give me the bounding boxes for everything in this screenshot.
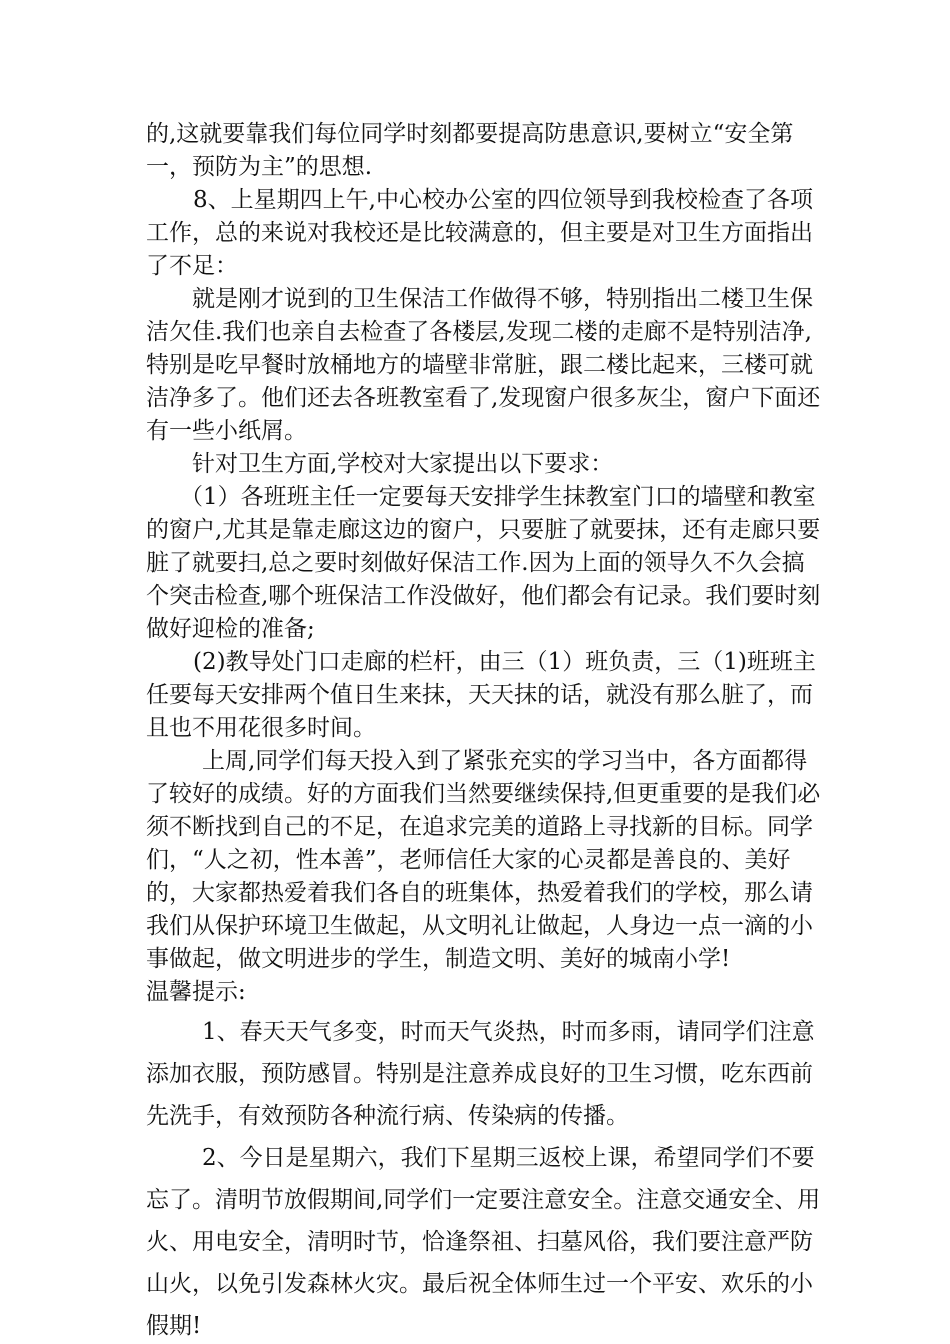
section-heading: 温馨提示: [146, 979, 246, 1005]
text-line: 特别是吃早餐时放桶地方的墙壁非常脏，跟二楼比起来，三楼可就 [146, 352, 813, 378]
text-line: 的,这就要靠我们每位同学时刻都要提高防患意识,要树立“安全第 [146, 121, 794, 147]
text-line: 火、用电安全，清明时节，恰逢祭祖、扫墓风俗，我们要注意严防 [146, 1229, 813, 1255]
text-line: 事做起，做文明进步的学生，制造文明、美好的城南小学! [146, 946, 731, 972]
text-line: 做好迎检的准备; [146, 616, 315, 642]
text-line: 2、今日是星期六，我们下星期三返校上课，希望同学们不要 [202, 1145, 815, 1171]
text-line: 一，预防为主”的思想. [146, 154, 373, 180]
text-line: 1、春天天气多变，时而天气炎热，时而多雨，请同学们注意 [202, 1019, 815, 1045]
text-line: (2)教导处门口走廊的栏杆，由三（1）班负责，三（1)班班主 [193, 649, 816, 675]
text-line: 脏了就要扫,总之要时刻做好保洁工作.因为上面的领导久不久会搞 [146, 550, 805, 576]
text-line: 先洗手，有效预防各种流行病、传染病的传播。 [146, 1103, 629, 1129]
text-line: 添加衣服，预防感冒。特别是注意养成良好的卫生习惯，吃东西前 [146, 1061, 813, 1087]
text-line: 忘了。清明节放假期间,同学们一定要注意安全。注意交通安全、用 [146, 1187, 821, 1213]
text-line: 的，大家都热爱着我们各自的班集体，热爱着我们的学校，那么请 [146, 880, 813, 906]
text-line: 就是刚才说到的卫生保洁工作做得不够，特别指出二楼卫生保 [192, 286, 813, 312]
text-line: 了较好的成绩。好的方面我们当然要继续保持,但更重要的是我们必 [146, 781, 821, 807]
text-line: 我们从保护环境卫生做起，从文明礼让做起，人身边一点一滴的小 [146, 913, 813, 939]
text-line: 洁净多了。他们还去各班教室看了,发现窗户很多灰尘，窗户下面还 [146, 385, 821, 411]
text-line: 洁欠佳.我们也亲自去检查了各楼层,发现二楼的走廊不是特别洁净, [146, 319, 812, 345]
text-line: 们，“人之初，性本善”，老师信任大家的心灵都是善良的、美好 [146, 847, 791, 873]
text-line: （1）各班班主任一定要每天安排学生抹教室门口的墙壁和教室 [180, 484, 816, 510]
text-line: 了不足： [146, 253, 238, 279]
text-line: 山火，以免引发森林火灾。最后祝全体师生过一个平安、欢乐的小 [146, 1271, 813, 1297]
text-line: 任要每天安排两个值日生来抹，天天抹的话，就没有那么脏了，而 [146, 682, 813, 708]
text-line: 工作，总的来说对我校还是比较满意的，但主要是对卫生方面指出 [146, 220, 813, 246]
text-line: 有一些小纸屑。 [146, 418, 307, 444]
text-line: 须不断找到自己的不足，在追求完美的道路上寻找新的目标。同学 [146, 814, 813, 840]
text-line: 假期! [146, 1313, 202, 1339]
text-line: 个突击检查,哪个班保洁工作没做好，他们都会有记录。我们要时刻 [146, 583, 821, 609]
text-line: 的窗户,尤其是靠走廊这边的窗户，只要脏了就要抹，还有走廊只要 [146, 517, 821, 543]
text-line: 针对卫生方面,学校对大家提出以下要求： [192, 451, 614, 477]
text-line: 8、上星期四上午,中心校办公室的四位领导到我校检查了各项 [193, 187, 813, 213]
text-line: 上周,同学们每天投入到了紧张充实的学习当中，各方面都得 [202, 748, 808, 774]
text-line: 且也不用花很多时间。 [146, 715, 376, 741]
